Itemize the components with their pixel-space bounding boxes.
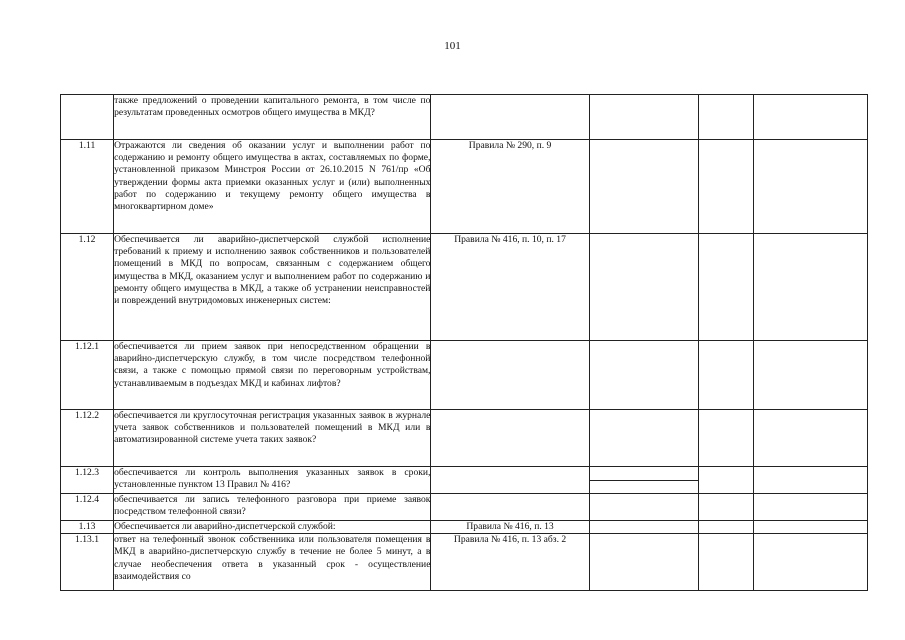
note-cell [753,234,867,341]
answer-cell [698,95,753,140]
table-row [61,95,868,140]
answer-cell [698,467,753,494]
item-number: 1.13 [61,521,114,534]
table-row [61,521,868,534]
item-reference [431,410,589,467]
answer-cell [589,494,698,521]
item-question: обеспечивается ли круглосуточная регистрация указанных заявок в журнале учета заявок собственников и пользователей помещений в МКД или в автоматизированной системе учета таких заявок? [114,410,431,467]
answer-cell [589,234,698,341]
answer-cell [589,140,698,234]
item-number: 1.12.2 [61,410,114,467]
item-question: ответ на телефонный звонок собственника или пользователя помещения в МКД в аварийно-диспетчерскую службу в течение не более 5 минут, а в случае необеспечения ответа в указанный срок - осуществление взаимодействия со [114,534,431,591]
item-question: Обеспечивается ли аварийно-диспетчерской службой исполнение требований к приему и исполнению заявок собственников и пользователей помещений в МКД по вопросам, связанным с содержанием общего имущества в МКД, оказанием услуг и выполнением работ по содержанию и ремонту общего имущества в МКД, а также об устранении неисправностей и повреждений внутридомовых инженерных систем: [114,234,431,341]
answer-cell [698,494,753,521]
answer-cell [698,341,753,410]
table-row [61,341,868,410]
item-number [61,95,114,140]
table-row [61,467,868,494]
answer-cell [589,534,698,591]
table-row [61,534,868,591]
item-question: Обеспечивается ли аварийно-диспетчерской службой: [114,521,431,534]
item-number: 1.12.3 [61,467,114,494]
answer-cell [698,521,753,534]
item-reference [431,467,589,494]
item-question: обеспечивается ли прием заявок при непосредственном обращении в аварийно-диспетчерскую службу, в том числе посредством телефонной связи, а также с помощью прямой связи по переговорным устройствам, устанавливаемым в подъездах МКД и кабинах лифтов? [114,341,431,410]
item-reference: Правила № 416, п. 13 [431,521,589,534]
item-reference: Правила № 416, п. 10, п. 17 [431,234,589,341]
item-number: 1.12.4 [61,494,114,521]
answer-cell [698,534,753,591]
item-question: Отражаются ли сведения об оказании услуг и выполнении работ по содержанию и ремонту общего имущества в актах, составляемых по форме, установленной приказом Минстроя России от 26.10.2015 N 761/пр «Об утверждении формы акта приемки оказанных услуг и (или) выполненных работ по содержанию и текущему ремонту общего имущества в многоквартирном доме» [114,140,431,234]
note-cell [753,140,867,234]
table-row [61,234,868,341]
note-cell [753,521,867,534]
note-cell [753,410,867,467]
answer-cell [698,234,753,341]
answer-cell [589,410,698,467]
note-cell [753,467,867,494]
item-reference [431,95,589,140]
answer-cell [589,341,698,410]
note-cell [753,341,867,410]
item-question: также предложений о проведении капитального ремонта, в том числе по результатам проведенных осмотров общего имущества в МКД? [114,95,431,140]
item-reference: Правила № 290, п. 9 [431,140,589,234]
item-reference: Правила № 416, п. 13 абз. 2 [431,534,589,591]
item-number: 1.12 [61,234,114,341]
page-number: 101 [444,40,461,52]
item-number: 1.12.1 [61,341,114,410]
answer-cell [698,410,753,467]
table-row [61,410,868,467]
table-row [61,140,868,234]
checklist-table [60,94,868,591]
note-cell [753,534,867,591]
item-number: 1.11 [61,140,114,234]
answer-cell [589,521,698,534]
answer-cell [698,140,753,234]
answer-cell [589,95,698,140]
note-cell [753,95,867,140]
item-number: 1.13.1 [61,534,114,591]
item-reference [431,494,589,521]
item-question: обеспечивается ли запись телефонного разговора при приеме заявок посредством телефонной связи? [114,494,431,521]
table-row [61,494,868,521]
item-question: обеспечивается ли контроль выполнения указанных заявок в сроки, установленные пунктом 13 Правил № 416? [114,467,431,494]
item-reference [431,341,589,410]
note-cell [753,494,867,521]
answer-cell [589,467,698,494]
